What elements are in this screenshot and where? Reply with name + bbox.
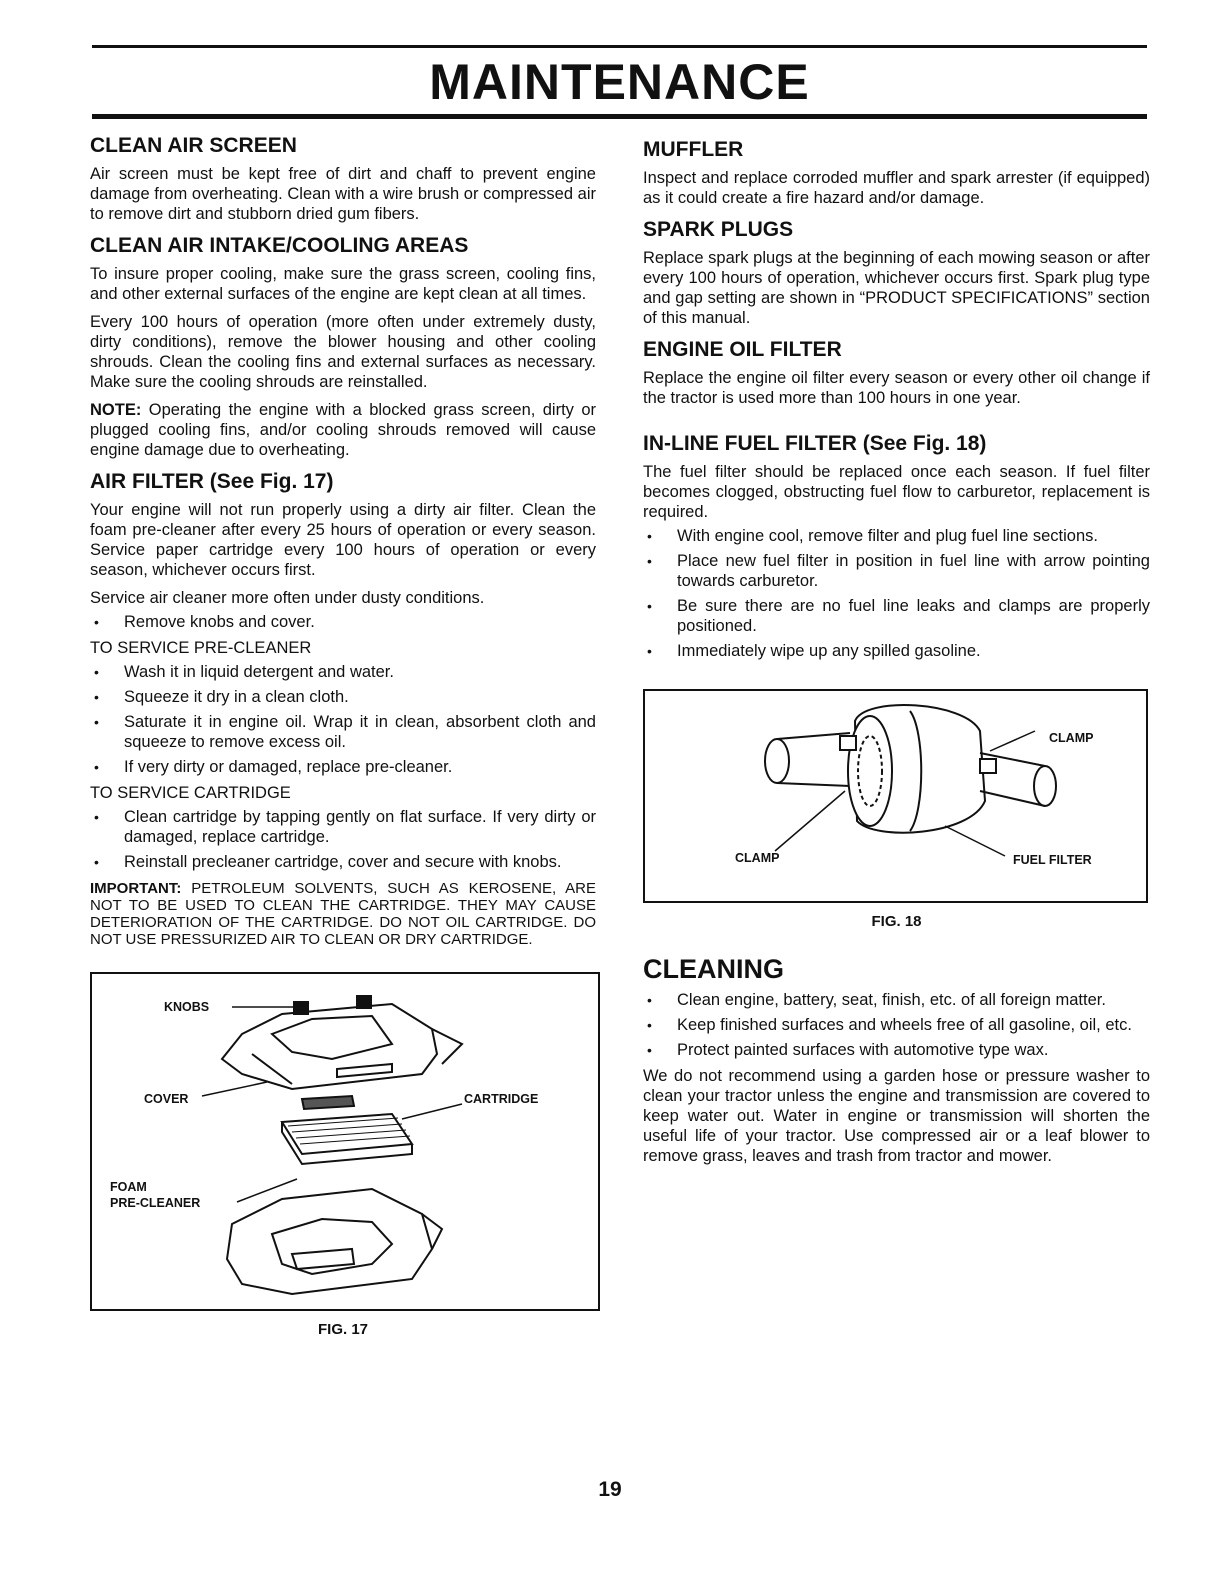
list-item: • Remove knobs and cover.	[90, 612, 596, 632]
section-clean-air-screen	[90, 134, 596, 224]
heading-spark-plugs: SPARK PLUGS	[643, 218, 794, 241]
cartridge-steps	[90, 807, 596, 872]
list-item: • Saturate it in engine oil. Wrap it in clean, absorbent cloth and squeeze to remove excess oil.	[90, 712, 596, 752]
title-rule-top	[92, 45, 1147, 48]
spark-plugs-text: Replace spark plugs at the beginning of each mowing season or after every 100 hours of operation, whichever occurs first. Spark plug type and gap setting are shown in “PRODUCT SPECIFICATIONS” section of this manual.	[643, 249, 1150, 327]
heading-muffler: MUFFLER	[643, 138, 744, 161]
section-fuel-filter	[643, 432, 1150, 661]
engine-oil-filter-text: Replace the engine oil filter every season or every other oil change if the tractor is used more than 100 hours in one year.	[643, 369, 1150, 407]
section-clean-air-intake	[90, 234, 596, 460]
list-item: • Be sure there are no fuel line leaks and clamps are properly positioned.	[643, 596, 1150, 636]
fuel-filter-text: The fuel filter should be replaced once each season. If fuel filter becomes clogged, obstructing fuel flow to carburetor, replacement is required.	[643, 463, 1150, 521]
fig17-label-knobs: KNOBS	[164, 1000, 210, 1014]
fuel-filter-steps	[643, 526, 1150, 661]
cartridge-title: TO SERVICE CARTRIDGE	[90, 784, 291, 802]
heading-air-filter: AIR FILTER (See Fig. 17)	[90, 470, 334, 493]
left-column	[90, 134, 596, 1338]
page-number: 19	[598, 1478, 622, 1501]
clean-air-intake-para2: Every 100 hours of operation (more often under extremely dusty, dirty conditions), remove the blower housing and other cooling shrouds. Clean the cooling fins and external surfaces as necessary. Make sure the cooling shrouds are reinstalled.	[90, 313, 596, 391]
list-item: • Keep finished surfaces and wheels free of all gasoline, oil, etc.	[643, 1015, 1150, 1035]
list-item: • Squeeze it dry in a clean cloth.	[90, 687, 596, 707]
pre-cleaner-title: TO SERVICE PRE-CLEANER	[90, 639, 312, 657]
fig18-label-fuel-filter: FUEL FILTER	[1013, 853, 1092, 867]
cleaning-steps	[643, 990, 1150, 1060]
air-filter-diagram	[92, 974, 598, 1309]
list-item: • If very dirty or damaged, replace pre-cleaner.	[90, 757, 596, 777]
title-rule-bottom	[92, 114, 1147, 119]
important-note	[90, 880, 596, 948]
fig17-label-cover: COVER	[144, 1092, 189, 1106]
air-filter-para2: Service air cleaner more often under dusty conditions.	[90, 589, 485, 607]
fig18-caption: FIG. 18	[871, 913, 922, 930]
fig18-label-clamp-bottom: CLAMP	[735, 851, 780, 865]
figure-17-air-filter	[90, 972, 600, 1311]
list-item: • Protect painted surfaces with automotive type wax.	[643, 1040, 1150, 1060]
fig17-label-cartridge: CARTRIDGE	[464, 1092, 539, 1106]
fig17-caption: FIG. 17	[317, 1321, 369, 1338]
important-label: IMPORTANT:	[90, 880, 182, 897]
clean-air-intake-note	[90, 400, 596, 460]
clean-air-intake-para1: To insure proper cooling, make sure the grass screen, cooling fins, and other external surfaces of the engine are kept clean at all times.	[90, 265, 596, 303]
muffler-text: Inspect and replace corroded muffler and spark arrester (if equipped) as it could create a fire hazard and/or damage.	[643, 169, 1150, 207]
list-item: • Immediately wipe up any spilled gasoline.	[643, 641, 1150, 661]
figure-18-fuel-filter	[643, 689, 1148, 903]
air-filter-remove-list	[90, 612, 596, 632]
fig18-label-clamp-top: CLAMP	[1049, 731, 1094, 745]
heading-fuel-filter: IN-LINE FUEL FILTER (See Fig. 18)	[643, 432, 987, 455]
section-cleaning	[643, 954, 1150, 1166]
note-label: NOTE:	[90, 401, 142, 419]
section-engine-oil-filter	[643, 338, 1150, 408]
pre-cleaner-steps	[90, 662, 596, 777]
list-item: • Wash it in liquid detergent and water.	[90, 662, 596, 682]
fuel-filter-diagram	[645, 691, 1146, 901]
air-filter-para1: Your engine will not run properly using a dirty air filter. Clean the foam pre-cleaner after every 25 hours of operation or every season. Service paper cartridge every 100 hours of operation or every season, whichever occurs first.	[90, 501, 596, 579]
heading-cleaning: CLEANING	[643, 954, 784, 984]
section-muffler	[643, 138, 1150, 208]
list-item: • Place new fuel filter in position in fuel line with arrow pointing towards carburetor.	[643, 551, 1150, 591]
list-item: • Clean cartridge by tapping gently on flat surface. If very dirty or damaged, replace cartridge.	[90, 807, 596, 847]
important-text: PETROLEUM SOLVENTS, SUCH AS KEROSENE, ARE NOT TO BE USED TO CLEAN THE CARTRIDGE. THEY MAY CAUSE DETERIORATION OF THE CARTRIDGE. DO NOT OIL CARTRIDGE. DO NOT USE PRESSURIZED AIR TO CLEAN OR DRY CARTRIDGE.	[90, 880, 596, 948]
fig17-label-pre-cleaner: PRE-CLEANER	[110, 1196, 201, 1210]
clean-air-screen-text: Air screen must be kept free of dirt and chaff to prevent engine damage from overheating. Clean with a wire brush or compressed air to remove dirt and stubborn dried gum fibers.	[90, 165, 596, 223]
section-air-filter	[90, 470, 596, 948]
list-item: • Clean engine, battery, seat, finish, etc. of all foreign matter.	[643, 990, 1150, 1010]
list-item: • With engine cool, remove filter and plug fuel line sections.	[643, 526, 1150, 546]
heading-clean-air-intake: CLEAN AIR INTAKE/COOLING AREAS	[90, 234, 469, 257]
list-item: • Reinstall precleaner cartridge, cover and secure with knobs.	[90, 852, 596, 872]
heading-engine-oil-filter: ENGINE OIL FILTER	[643, 338, 842, 361]
right-column	[643, 134, 1150, 1176]
fig17-label-foam: FOAM	[110, 1180, 147, 1194]
heading-clean-air-screen: CLEAN AIR SCREEN	[90, 134, 297, 157]
section-spark-plugs	[643, 218, 1150, 328]
cleaning-text: We do not recommend using a garden hose or pressure washer to clean your tractor unless the engine and transmission are covered to keep water out. Water in engine or transmission will shorten the useful life of your tractor. Use compressed air or a leaf blower to remove grass, leaves and trash from tractor and mower.	[643, 1067, 1150, 1165]
page-title: MAINTENANCE	[429, 54, 810, 110]
note-text: Operating the engine with a blocked grass screen, dirty or plugged cooling fins, and/or cooling shrouds removed will cause engine damage due to overheating.	[90, 401, 596, 459]
